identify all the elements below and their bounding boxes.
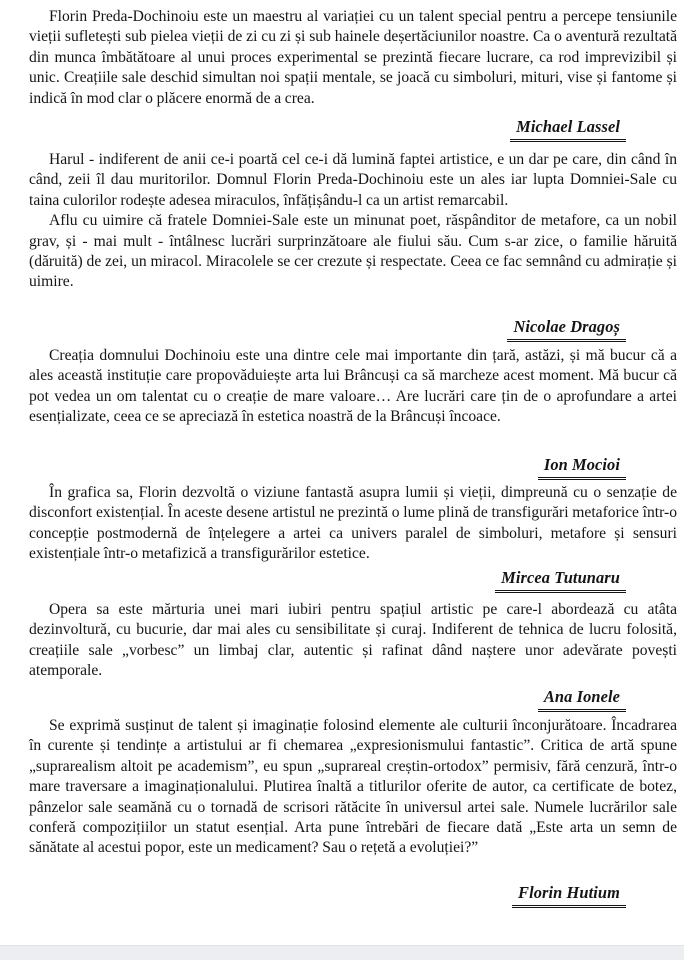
testimonial-paragraph: Creația domnului Dochinoiu este una dintre cele mai importante din țară, astăzi, și mă bucur că a ales această instituție care propovăduiește arta lui Brâncuși ca să marcheze acest moment. Mă bucur că pot vedea un om talentat cu o creație de mare valoare… Are lucrări care țin de o aprofundare a artei esențializate, ceea ce se apreciază în estetica noastră de la Brâncuși încoace. bbox=[29, 347, 677, 426]
signature-line bbox=[495, 569, 626, 593]
testimonial-block bbox=[29, 7, 677, 109]
testimonial-block bbox=[29, 716, 677, 859]
testimonial-paragraph: Aflu cu uimire că fratele Domniei-Sale este un minunat poet, răspânditor de metafore, ca un nobil grav, și - mai mult - întâlnesc lucrări surprinzătoare ale fiului său. Cum s-ar zice, o familie hăruită (dăruită) de zei, un miracol. Miracolele se cer crezute și respectate. Ceea ce fac semnând cu admirație și uimire. bbox=[29, 212, 677, 291]
testimonial-paragraph: Se exprimă susținut de talent și imaginație folosind elemente ale culturii înconjurătoare. Încadrarea în curente și tendințe a artistului ar fi chemarea „expresionismului fantastic”. Critica de artă spune „suprarealism altoit pe academism”, eu spun „suprareal creștin-ortodox” permisiv, fără cenzură, într-o mare traversare a imaginaționalului. Plutirea înaltă a titlurilor oferite de autor, ca certificate de botez, pânzelor sale seamănă cu o tornadă de scrisori rătăcite în universul artei sale. Numele lucrărilor sale conferă compozițiilor un statut esențial. Arta pune întrebări de fiecare dată „Este arta un semn de sănătate al acestui popor, este un medicament? Sau o rețetă a evoluției?” bbox=[29, 717, 677, 857]
page-bottom-edge bbox=[0, 945, 684, 960]
author-signature: Florin Hutium bbox=[512, 884, 626, 908]
testimonial-paragraph: Harul - indiferent de anii ce-i poartă cel ce-i dă lumină faptei artistice, e un dar pe care, din când în când, zeii îl dau muritorilor. Domnul Florin Preda-Dochinoiu este un ales iar lupta Domniei-Sale cu taina culorilor rodește adesea miraculos, înfățișându-l ca un artist remarcabil. bbox=[29, 151, 677, 209]
testimonial-paragraph: Opera sa este mărturia unei mari iubiri pentru spațiul artistic pe care-l abordează cu atâta dezinvoltură, cu bucurie, dar mai ales cu sensibilitate și curaj. Indiferent de tehnica de lucru folosită, creațiile sale „vorbesc” un limbaj clar, autentic și rafinat dând naștere unor adevărate povești atemporale. bbox=[29, 601, 677, 680]
testimonial-block bbox=[29, 483, 677, 565]
signature-line bbox=[507, 318, 626, 342]
author-signature: Nicolae Dragoș bbox=[507, 318, 626, 342]
author-signature: Ion Mocioi bbox=[538, 456, 626, 480]
testimonial-paragraph: Florin Preda-Dochinoiu este un maestru al variației cu un talent special pentru a percepe tensiunile vieții sufletești sub pielea vieții de zi cu zi și sub hainele deșertăciunilor noastre. Ca o aventură rezultată din munca îmbătătoare al unui proces experimental se prezintă fiecare lucrare, ca rod imprevizibil și unic. Creațiile sale deschid simultan noi spații mentale, se joacă cu simboluri, mituri, vise și fantome și indică în mod clar o plăcere enormă de a crea. bbox=[29, 8, 677, 107]
signature-line bbox=[538, 688, 626, 712]
testimonial-block bbox=[29, 600, 677, 682]
author-signature: Michael Lassel bbox=[510, 118, 626, 142]
testimonial-paragraph: În grafica sa, Florin dezvoltă o viziune fantastă asupra lumii și vieții, dimpreună cu o senzație de disconfort existențial. În aceste desene artistul ne prezintă o lume plină de transfigurări metaforice într-o concepție postmodernă de înțelegere a artei ca univers paralel de simboluri, metafore și sensuri existențiale într-o metafizică a transfigurărilor estetice. bbox=[29, 484, 677, 563]
testimonial-block bbox=[29, 346, 677, 428]
signature-line bbox=[510, 118, 626, 142]
signature-line bbox=[538, 456, 626, 480]
testimonial-block bbox=[29, 150, 677, 293]
author-signature: Ana Ionele bbox=[538, 688, 626, 712]
signature-line bbox=[512, 884, 626, 908]
author-signature: Mircea Tutunaru bbox=[495, 569, 626, 593]
